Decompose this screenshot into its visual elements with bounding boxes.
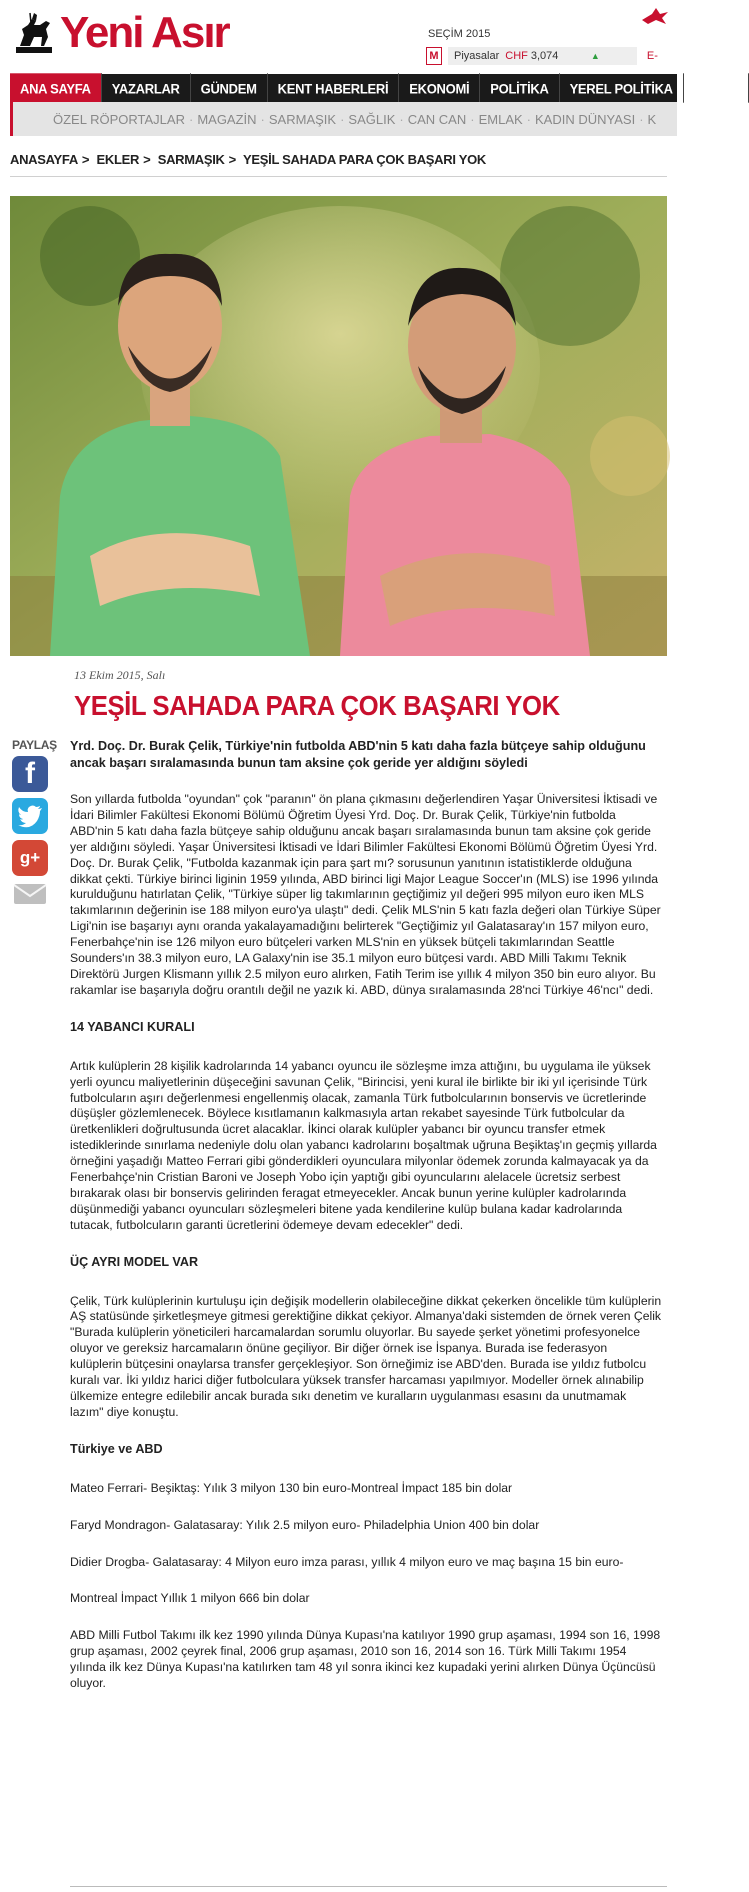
secim-link[interactable]: SEÇİM 2015	[428, 28, 491, 40]
subnav-separator: ·	[399, 111, 404, 127]
article-paragraph: Artık kulüplerin 28 kişilik kadrolarında 14 yabancı oyuncu ile sözleşme imza attığını, bu uygulama ile yüksek yerli oyuncu maliyetlerinin düşeceğini savunan Çelik, "Birincisi, yeni kural ile birlikte bir iki yıl içerisinde Türk futbolcuların aşırı değerlenmesi engellenmiş olacak, zamanla Türk futbolcularının bonservis ve ücretlerinde düşüşler gözlemlenecek. Böylece kısıtlamanın kalkmasıyla artan rekabet sayesinde Türk futbolcular da üretkenlikleri doğrultusunda ücret alacaklar. İkinci olarak kulüpler yabancı bir oyuncu transfer etmek istediklerinde sınırlama nedeniyle dolu olan yabancı kadrolarını boşaltmak uğruna Beşiktaş'ın geçmiş yıllarda örneğini yaşadığı Matteo Ferrari gibi gönderdikleri oyunculara milyonlar ödemek zorunda kalmayacak ya da Fenerbahçe'nin Cristian Baroni ve Joseph Yobo için yaptığı gibi oyuncularını alelacele ücretsiz serbest bırakarak olası bir bonservis gelirinden feragat etmeyecekler. Ancak bunun yerine kulüpler kadrolarında düşünmediği yabancı oyuncuları sözleşmeleri bitene yada kendilerine kulüp bulana kadar kadrolarında tutacak, futbolcuların garanti ücretlerini ödemeye devam edecekler" dedi.	[70, 1058, 657, 1232]
article-list-line: Mateo Ferrari- Beşiktaş: Yılık 3 milyon 130 bin euro-Montreal İmpact 185 bin dolar	[70, 1480, 513, 1495]
article-subheading: 14 YABANCI KURALI	[70, 1019, 195, 1034]
subnav-separator: ·	[188, 111, 194, 127]
subnav-item[interactable]: K	[647, 111, 657, 127]
site-logo-text: Yeni Asır	[60, 8, 229, 57]
market-ticker[interactable]	[426, 46, 677, 66]
nav-item-yasam[interactable]: YAŞAM	[684, 73, 749, 102]
article-date: 13 Ekim 2015, Salı	[74, 668, 166, 682]
breadcrumb-item[interactable]: ANASAYFA	[10, 152, 78, 167]
nav-item-gundem[interactable]: GÜNDEM	[191, 73, 268, 102]
bird-logo-icon[interactable]	[640, 6, 670, 26]
google-plus-icon[interactable]: g+	[12, 840, 48, 876]
breadcrumb-current: YEŞİL SAHADA PARA ÇOK BAŞARI YOK	[243, 152, 486, 167]
breadcrumb-separator: >	[143, 152, 151, 167]
twitter-bird-icon	[17, 805, 43, 827]
trend-up-icon: ▲	[590, 51, 600, 61]
subnav-item[interactable]: MAGAZİN	[197, 111, 257, 127]
market-currency: CHF	[505, 50, 528, 62]
market-box	[448, 47, 637, 65]
subnav-item[interactable]: EMLAK	[478, 111, 523, 127]
breadcrumb-item[interactable]: EKLER	[96, 152, 140, 167]
subnav-separator: ·	[470, 111, 475, 127]
breadcrumb-separator: >	[81, 152, 90, 167]
market-extra[interactable]: E-	[646, 50, 658, 62]
nav-item-yerel-politika[interactable]: YEREL POLİTİKA	[560, 73, 684, 102]
subnav-separator: ·	[260, 111, 265, 127]
article-hero-image	[10, 196, 667, 656]
subnav-item[interactable]: CAN CAN	[407, 111, 467, 127]
article-list-line: Didier Drogba- Galatasaray: 4 Milyon euro imza parası, yıllık 4 milyon euro ve maç başına 15 bin euro-	[70, 1554, 624, 1569]
nav-item-yazarlar[interactable]: YAZARLAR	[102, 73, 191, 102]
article-list-line: Montreal İmpact Yıllık 1 milyon 666 bin dolar	[70, 1591, 310, 1606]
subnav-item[interactable]: SARMAŞIK	[268, 111, 337, 127]
breadcrumb-item[interactable]: SARMAŞIK	[157, 152, 225, 167]
article-list-line: Faryd Mondragon- Galatasaray: Yılık 2.5 milyon euro- Philadelphia Union 400 bin dolar	[70, 1517, 540, 1532]
breadcrumb	[10, 152, 486, 167]
subnav-separator: ·	[526, 111, 532, 127]
share-label: PAYLAŞ	[12, 738, 57, 752]
sub-nav	[10, 102, 677, 136]
article-body	[70, 738, 662, 1713]
market-label: Piyasalar	[454, 50, 500, 62]
horse-rider-logo-icon	[10, 9, 58, 57]
article-subheading: ÜÇ AYRI MODEL VAR	[70, 1254, 199, 1269]
twitter-icon[interactable]	[12, 798, 48, 834]
facebook-icon[interactable]: f	[12, 756, 48, 792]
nav-item-politika[interactable]: POLİTİKA	[480, 73, 559, 102]
article-paragraph: ABD Milli Futbol Takımı ilk kez 1990 yılında Dünya Kupası'na katılıyor 1990 grup aşaması, 1994 son 16, 1998 grup aşaması, 2002 çeyrek final, 2006 grup aşaması, 2010 son 16, 2014 son 16. Türk Milli Takımı 1954 yılında ilk kez Dünya Kupası'na katılırken tam 48 yıl sonra ikinci kez kupadaki yerini alırken Dünya Üçüncüsü oluyor.	[70, 1628, 661, 1691]
breadcrumb-separator: >	[228, 152, 236, 167]
nav-item-ekonomi[interactable]: EKONOMİ	[399, 73, 480, 102]
subnav-item[interactable]: ÖZEL RÖPORTAJLAR	[53, 111, 185, 127]
market-m-icon: M	[426, 47, 442, 65]
market-value: 3,074	[530, 50, 559, 62]
site-logo[interactable]	[10, 8, 229, 58]
site-header	[0, 0, 677, 70]
article-title: YEŞİL SAHADA PARA ÇOK BAŞARI YOK	[74, 690, 560, 721]
main-nav	[10, 74, 739, 102]
article-subheading: Türkiye ve ABD	[70, 1441, 163, 1456]
article-paragraph: Çelik, Türk kulüplerinin kurtuluşu için değişik modellerin olabileceğine dikkat çekerken öncelikle tüm kulüplerin AŞ statüsünde şirketleşmeye gitmesi gerektiğine dikkat çekiyor. Almanya'daki sistemden de örnek veren Çelik "Burada kulüplerin yöneticileri harcamalardan sorumlu oluyorlar. Bu sayede şerket yönetimi profesyonelce oluyor ve gereksiz harcamaların önüne geçiliyor. Bir diğer örnek ise İspanya. Burada ise federasyon kulüplerin bütçesini onaylarsa transfer gerçekleşiyor. Son örneğimiz ise ABD'den. Burada ise yıldız futbolcu kuralı var. İki yıldız harici diğer futbolculara yüksek transfer harcaması yapılmıyor. Modeller örnek alınabilip ülkemize entegre edilebilir ancak burada sıkı denetim ve kuralların uygulanması esasını da unutmamak lazım" diye konuştu.	[70, 1293, 662, 1419]
article-lead: Yrd. Doç. Dr. Burak Çelik, Türkiye'nin futbolda ABD'nin 5 katı daha fazla bütçeye sahip olduğunu ancak başarı sıralamasında bunun tam aksine çok geride yer aldığını söyledi	[70, 739, 646, 770]
article-paragraph: Son yıllarda futbolda "oyundan" çok "paranın" ön plana çıkmasını değerlendiren Yaşar Üniversitesi İktisadi ve İdari Bilimler Fakültesi Ekonomi Bölümü Öğretim Üyesi Yrd. Doç. Dr. Burak Çelik, Türkiye'nin futbolda ABD'nin 5 katı daha fazla bütçeye sahip olduğunu ancak başarı sıralamasında bunun tam aksine çok geride yer aldığını söyledi. Yaşar Üniversitesi İktisadi ve İdari Bilimler Fakültesi Ekonomi Bölümü Öğretim Üyesi Yrd. Doç. Dr. Burak Çelik, "Futbolda kazanmak için para şart mı? sorusunun yanıtının istatistiklerde olduğuna dikkat çekti. Türkiye birinci liginin 1959 yılında, ABD birinci ligi Major League Soccer'ın (MLS) ise 1996 yılında kurulduğunu hatırlatan Çelik, "Türkiye süper lig takımlarının geçtiğimiz yıl değeri 995 milyon euro iken MLS takımlarının değerinin ise 188 milyon euro'ya ulaştı" dedi. Çelik MLS'nin 5 katı fazla değeri olan Türkiye Süper Ligi'nin ise başarıyı aynı oranda yakalayamadığını belirterek "Geçtiğimiz yıl Galatasaray'ın 157 milyon euro, Fenerbahçe'nin ise 126 milyon euro bütçeleri varken MLS'nin en yüksek bütçeli takımlarından Seattle Sounders'ın 38.3 milyon euro, LA Galaxy'nin ise 35.1 milyon euro bütçesi vardı. ABD Milli Takımı Teknik Direktörü Jurgen Klismann yıllık 2.5 milyon euro alırken, Fatih Terim ise yıllık 4 milyon 350 bin euro alıyor. Bu rakamlar ise başarıyla doğru orantılı değil ne yazık ki. ABD, dünya sıralamasında 28'nci Türkiye 46'ncı" dedi.	[70, 792, 661, 997]
divider	[70, 1886, 667, 1887]
subnav-separator: ·	[639, 111, 644, 127]
subnav-item[interactable]: SAĞLIK	[348, 111, 396, 127]
nav-item-kent-haberleri[interactable]: KENT HABERLERİ	[268, 73, 400, 102]
share-panel	[12, 738, 57, 911]
divider	[10, 176, 667, 177]
mail-icon[interactable]	[12, 882, 48, 906]
subnav-separator: ·	[340, 111, 345, 127]
subnav-item[interactable]: KADIN DÜNYASI	[535, 111, 636, 127]
nav-item-ana-sayfa[interactable]: ANA SAYFA	[10, 73, 102, 102]
